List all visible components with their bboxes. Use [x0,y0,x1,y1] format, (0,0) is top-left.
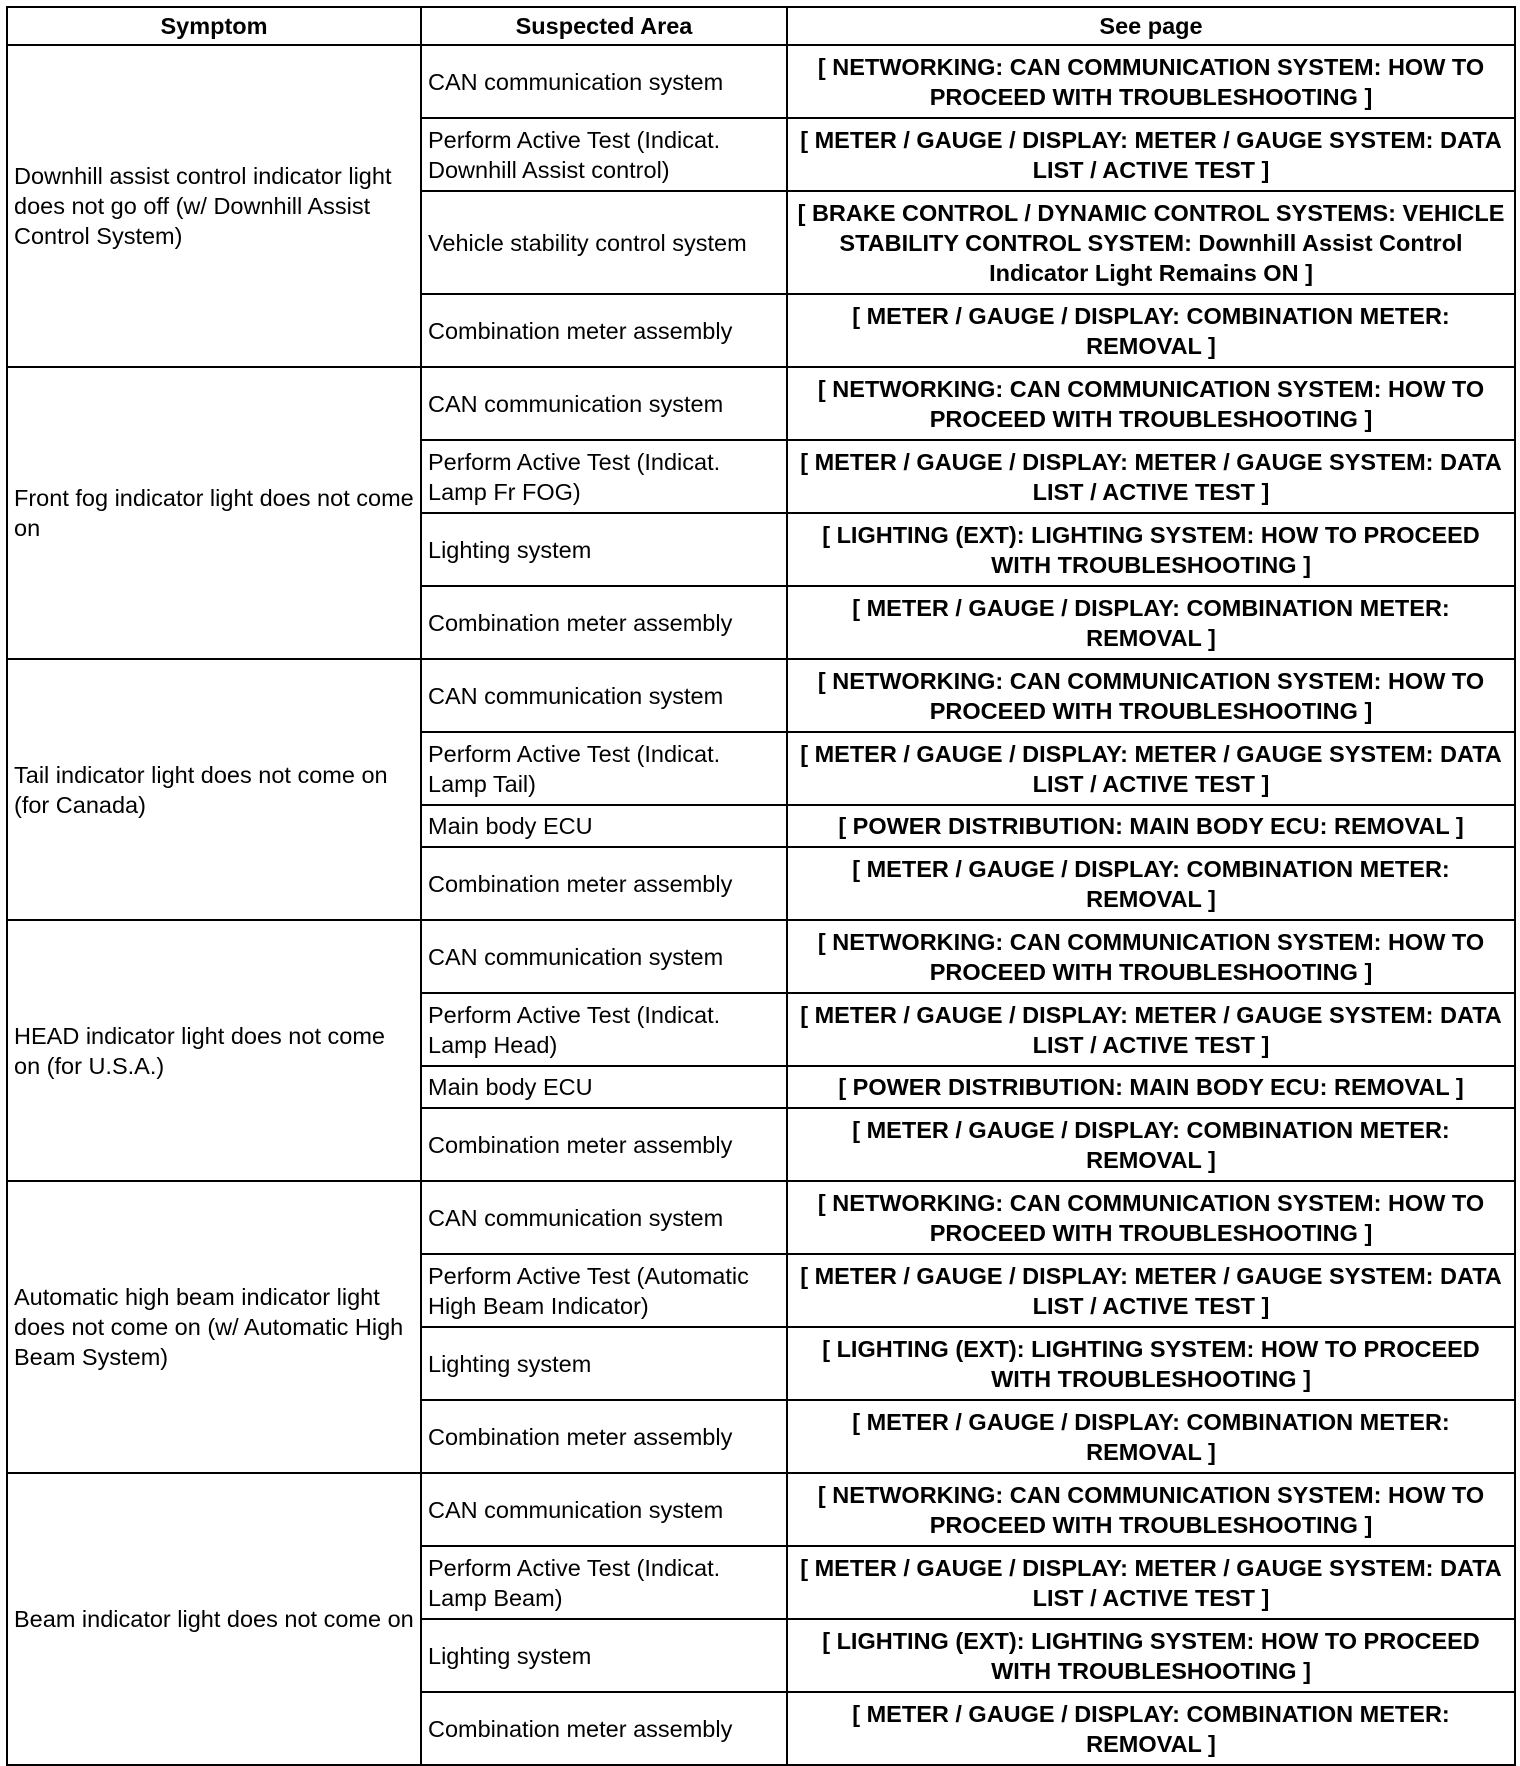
see-page-link[interactable]: [ METER / GAUGE / DISPLAY: COMBINATION METER: REMOVAL ] [787,294,1515,367]
see-page-link[interactable]: [ POWER DISTRIBUTION: MAIN BODY ECU: REMOVAL ] [787,1066,1515,1108]
see-page-link[interactable]: [ POWER DISTRIBUTION: MAIN BODY ECU: REMOVAL ] [787,805,1515,847]
see-page-link[interactable]: [ METER / GAUGE / DISPLAY: METER / GAUGE SYSTEM: DATA LIST / ACTIVE TEST ] [787,1254,1515,1327]
see-page-link[interactable]: [ NETWORKING: CAN COMMUNICATION SYSTEM: HOW TO PROCEED WITH TROUBLESHOOTING ] [787,1473,1515,1546]
suspected-area-cell: Vehicle stability control system [421,191,787,294]
suspected-area-cell: Main body ECU [421,1066,787,1108]
table-row [7,367,1515,440]
table-row [7,1473,1515,1546]
suspected-area-cell: CAN communication system [421,1181,787,1254]
symptom-cell: HEAD indicator light does not come on (for U.S.A.) [7,920,421,1181]
see-page-link[interactable]: [ METER / GAUGE / DISPLAY: COMBINATION METER: REMOVAL ] [787,847,1515,920]
suspected-area-cell: Combination meter assembly [421,1692,787,1765]
see-page-link[interactable]: [ METER / GAUGE / DISPLAY: METER / GAUGE SYSTEM: DATA LIST / ACTIVE TEST ] [787,118,1515,191]
suspected-area-cell: Perform Active Test (Indicat. Lamp Fr FOG) [421,440,787,513]
see-page-link[interactable]: [ METER / GAUGE / DISPLAY: METER / GAUGE SYSTEM: DATA LIST / ACTIVE TEST ] [787,993,1515,1066]
suspected-area-cell: Combination meter assembly [421,1400,787,1473]
suspected-area-cell: Main body ECU [421,805,787,847]
suspected-area-cell: Perform Active Test (Indicat. Lamp Beam) [421,1546,787,1619]
symptom-cell: Front fog indicator light does not come on [7,367,421,659]
see-page-link[interactable]: [ METER / GAUGE / DISPLAY: METER / GAUGE SYSTEM: DATA LIST / ACTIVE TEST ] [787,732,1515,805]
suspected-area-cell: Perform Active Test (Automatic High Beam Indicator) [421,1254,787,1327]
symptom-cell: Beam indicator light does not come on [7,1473,421,1765]
suspected-area-cell: Combination meter assembly [421,1108,787,1181]
suspected-area-cell: Combination meter assembly [421,586,787,659]
symptom-cell: Tail indicator light does not come on (for Canada) [7,659,421,920]
header-symptom: Symptom [7,7,421,45]
suspected-area-cell: Combination meter assembly [421,294,787,367]
suspected-area-cell: Combination meter assembly [421,847,787,920]
suspected-area-cell: Lighting system [421,1619,787,1692]
table-row [7,659,1515,732]
suspected-area-cell: CAN communication system [421,1473,787,1546]
see-page-link[interactable]: [ LIGHTING (EXT): LIGHTING SYSTEM: HOW TO PROCEED WITH TROUBLESHOOTING ] [787,513,1515,586]
see-page-link[interactable]: [ NETWORKING: CAN COMMUNICATION SYSTEM: HOW TO PROCEED WITH TROUBLESHOOTING ] [787,45,1515,118]
table-row [7,1181,1515,1254]
table-row [7,920,1515,993]
see-page-link[interactable]: [ NETWORKING: CAN COMMUNICATION SYSTEM: HOW TO PROCEED WITH TROUBLESHOOTING ] [787,367,1515,440]
suspected-area-cell: Perform Active Test (Indicat. Downhill Assist control) [421,118,787,191]
suspected-area-cell: Perform Active Test (Indicat. Lamp Tail) [421,732,787,805]
symptom-cell: Downhill assist control indicator light does not go off (w/ Downhill Assist Control System) [7,45,421,367]
see-page-link[interactable]: [ METER / GAUGE / DISPLAY: METER / GAUGE SYSTEM: DATA LIST / ACTIVE TEST ] [787,1546,1515,1619]
see-page-link[interactable]: [ BRAKE CONTROL / DYNAMIC CONTROL SYSTEMS: VEHICLE STABILITY CONTROL SYSTEM: Downhill Assist Control Indicator Light Remains ON ] [787,191,1515,294]
see-page-link[interactable]: [ METER / GAUGE / DISPLAY: COMBINATION METER: REMOVAL ] [787,1108,1515,1181]
see-page-link[interactable]: [ NETWORKING: CAN COMMUNICATION SYSTEM: HOW TO PROCEED WITH TROUBLESHOOTING ] [787,659,1515,732]
table-row [7,45,1515,118]
see-page-link[interactable]: [ METER / GAUGE / DISPLAY: COMBINATION METER: REMOVAL ] [787,1400,1515,1473]
troubleshooting-table [6,6,1516,1766]
suspected-area-cell: CAN communication system [421,45,787,118]
suspected-area-cell: CAN communication system [421,367,787,440]
header-row [7,7,1515,45]
see-page-link[interactable]: [ NETWORKING: CAN COMMUNICATION SYSTEM: HOW TO PROCEED WITH TROUBLESHOOTING ] [787,920,1515,993]
troubleshooting-table-container [6,6,1516,1766]
suspected-area-cell: CAN communication system [421,659,787,732]
see-page-link[interactable]: [ METER / GAUGE / DISPLAY: COMBINATION METER: REMOVAL ] [787,1692,1515,1765]
header-suspected-area: Suspected Area [421,7,787,45]
symptom-cell: Automatic high beam indicator light does not come on (w/ Automatic High Beam System) [7,1181,421,1473]
suspected-area-cell: Perform Active Test (Indicat. Lamp Head) [421,993,787,1066]
suspected-area-cell: Lighting system [421,1327,787,1400]
see-page-link[interactable]: [ METER / GAUGE / DISPLAY: METER / GAUGE SYSTEM: DATA LIST / ACTIVE TEST ] [787,440,1515,513]
header-see-page: See page [787,7,1515,45]
see-page-link[interactable]: [ NETWORKING: CAN COMMUNICATION SYSTEM: HOW TO PROCEED WITH TROUBLESHOOTING ] [787,1181,1515,1254]
suspected-area-cell: CAN communication system [421,920,787,993]
suspected-area-cell: Lighting system [421,513,787,586]
see-page-link[interactable]: [ LIGHTING (EXT): LIGHTING SYSTEM: HOW TO PROCEED WITH TROUBLESHOOTING ] [787,1327,1515,1400]
see-page-link[interactable]: [ LIGHTING (EXT): LIGHTING SYSTEM: HOW TO PROCEED WITH TROUBLESHOOTING ] [787,1619,1515,1692]
see-page-link[interactable]: [ METER / GAUGE / DISPLAY: COMBINATION METER: REMOVAL ] [787,586,1515,659]
